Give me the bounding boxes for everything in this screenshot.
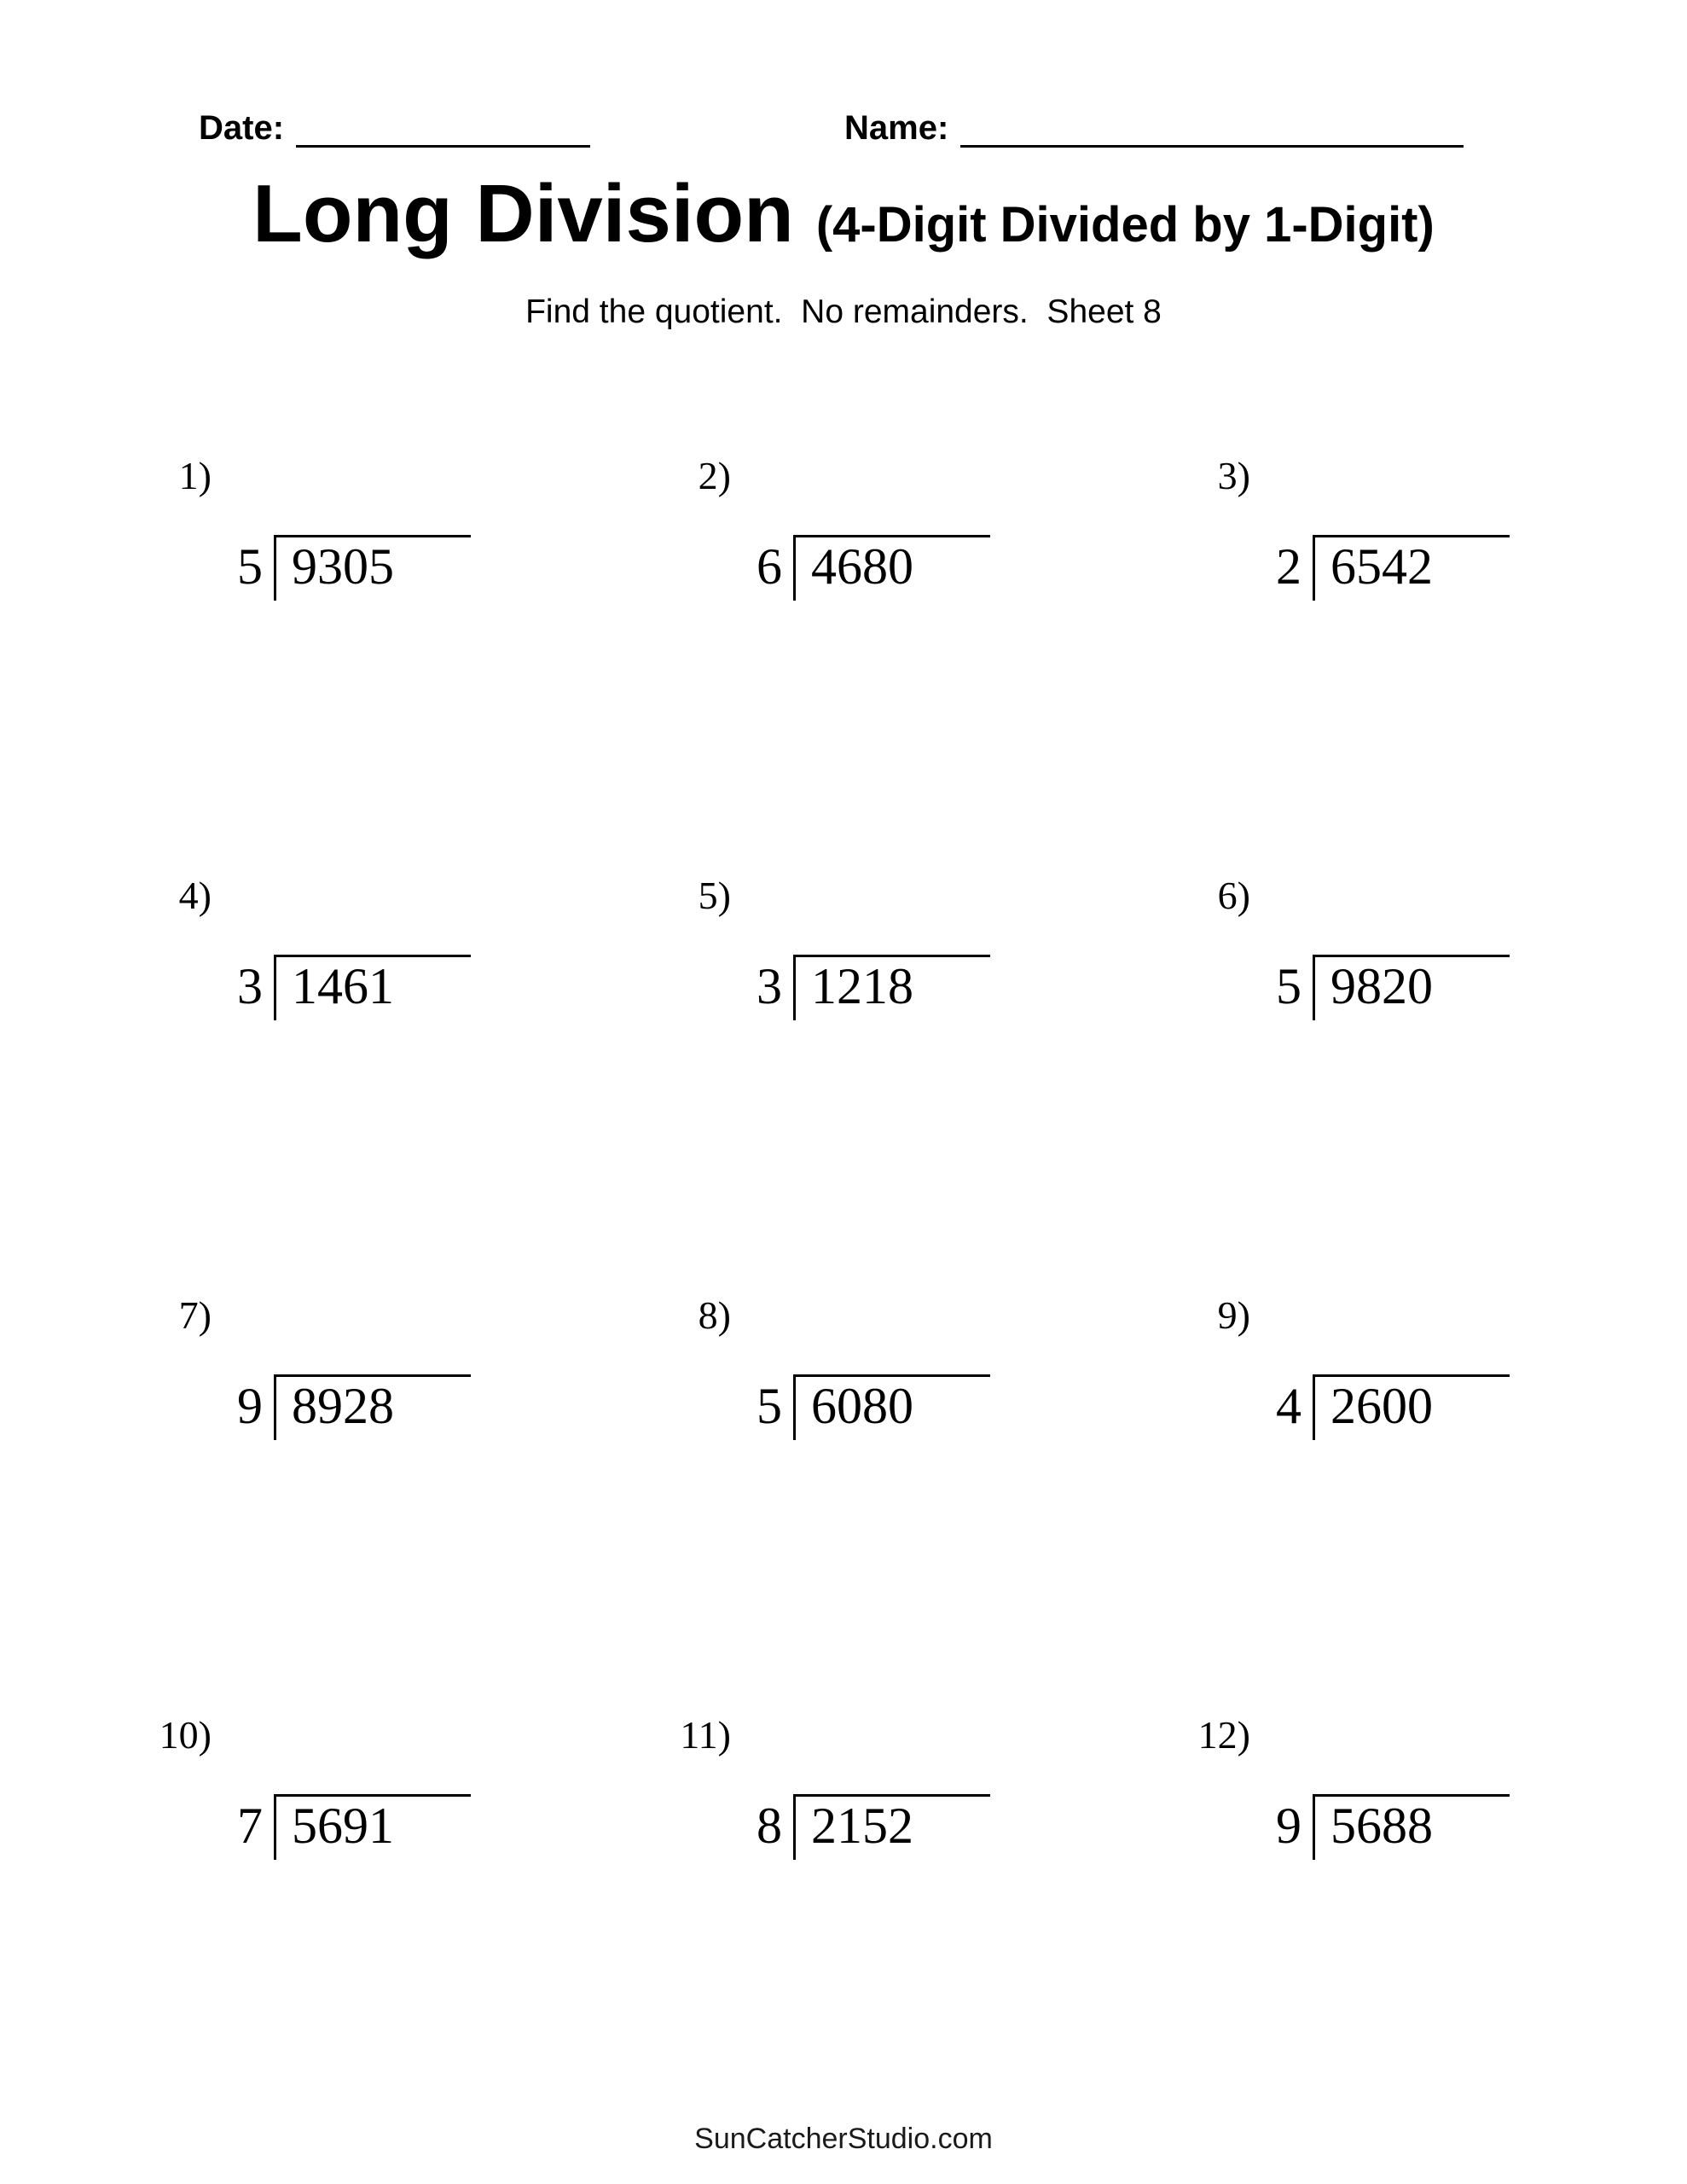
division-bracket xyxy=(1276,535,1687,601)
problem-number: 12) xyxy=(1197,1713,1250,1757)
problem xyxy=(154,1713,673,2135)
divisor: 7 xyxy=(237,1798,263,1854)
division-bracket xyxy=(237,1374,673,1440)
dividend: 6542 xyxy=(1313,535,1510,601)
problem xyxy=(673,876,1192,1296)
problems-grid xyxy=(154,456,1687,2135)
date-block xyxy=(199,109,590,148)
problem-number: 1) xyxy=(178,454,212,497)
dividend: 2600 xyxy=(1313,1374,1510,1440)
divisor: 9 xyxy=(237,1378,263,1434)
date-label: Date: xyxy=(199,109,285,147)
divisor: 5 xyxy=(1276,958,1301,1014)
problem-number: 11) xyxy=(680,1713,731,1757)
division-bracket xyxy=(237,535,673,601)
problem xyxy=(1192,456,1687,876)
name-fill-line xyxy=(960,111,1464,148)
dividend: 2152 xyxy=(793,1794,990,1860)
division-bracket xyxy=(1276,955,1687,1020)
dividend: 6080 xyxy=(793,1374,990,1440)
problem-number: 7) xyxy=(178,1293,212,1337)
problem-number: 9) xyxy=(1217,1293,1250,1337)
title-row xyxy=(0,167,1687,261)
dividend: 1218 xyxy=(793,955,990,1020)
problem xyxy=(154,456,673,876)
problem xyxy=(154,876,673,1296)
division-bracket xyxy=(1276,1794,1687,1860)
dividend: 4680 xyxy=(793,535,990,601)
divisor: 8 xyxy=(757,1798,782,1854)
name-label: Name: xyxy=(844,109,949,147)
problem xyxy=(1192,876,1687,1296)
dividend: 9305 xyxy=(274,535,471,601)
problem xyxy=(1192,1713,1687,2135)
problem xyxy=(154,1293,673,1716)
divisor: 5 xyxy=(237,538,263,595)
problem-number: 3) xyxy=(1217,454,1250,497)
page-title-suffix: (4-Digit Divided by 1-Digit) xyxy=(815,197,1435,253)
problem xyxy=(673,456,1192,876)
division-bracket xyxy=(757,535,1192,601)
problem-number: 5) xyxy=(698,874,731,917)
problem-number: 8) xyxy=(698,1293,731,1337)
division-bracket xyxy=(757,1374,1192,1440)
footer-credit: SunCatcherStudio.com xyxy=(694,2123,993,2155)
date-fill-line xyxy=(296,111,590,148)
dividend: 1461 xyxy=(274,955,471,1020)
divisor: 6 xyxy=(757,538,782,595)
problem-number: 4) xyxy=(178,874,212,917)
problem-number: 6) xyxy=(1217,874,1250,917)
divisor: 4 xyxy=(1276,1378,1301,1434)
divisor: 3 xyxy=(237,958,263,1014)
page-title: Long Division xyxy=(252,168,794,259)
dividend: 5688 xyxy=(1313,1794,1510,1860)
division-bracket xyxy=(237,1794,673,1860)
divisor: 2 xyxy=(1276,538,1301,595)
divisor: 5 xyxy=(757,1378,782,1434)
division-bracket xyxy=(237,955,673,1020)
page-subtitle: Find the quotient. No remainders. Sheet 8 xyxy=(525,293,1162,330)
dividend: 5691 xyxy=(274,1794,471,1860)
division-bracket xyxy=(757,955,1192,1020)
problem xyxy=(1192,1293,1687,1716)
division-bracket xyxy=(757,1794,1192,1860)
dividend: 9820 xyxy=(1313,955,1510,1020)
problem xyxy=(673,1713,1192,2135)
dividend: 8928 xyxy=(274,1374,471,1440)
problem xyxy=(673,1293,1192,1716)
divisor: 9 xyxy=(1276,1798,1301,1854)
problem-number: 10) xyxy=(159,1713,212,1757)
division-bracket xyxy=(1276,1374,1687,1440)
divisor: 3 xyxy=(757,958,782,1014)
problem-number: 2) xyxy=(698,454,731,497)
name-block xyxy=(844,109,1464,148)
